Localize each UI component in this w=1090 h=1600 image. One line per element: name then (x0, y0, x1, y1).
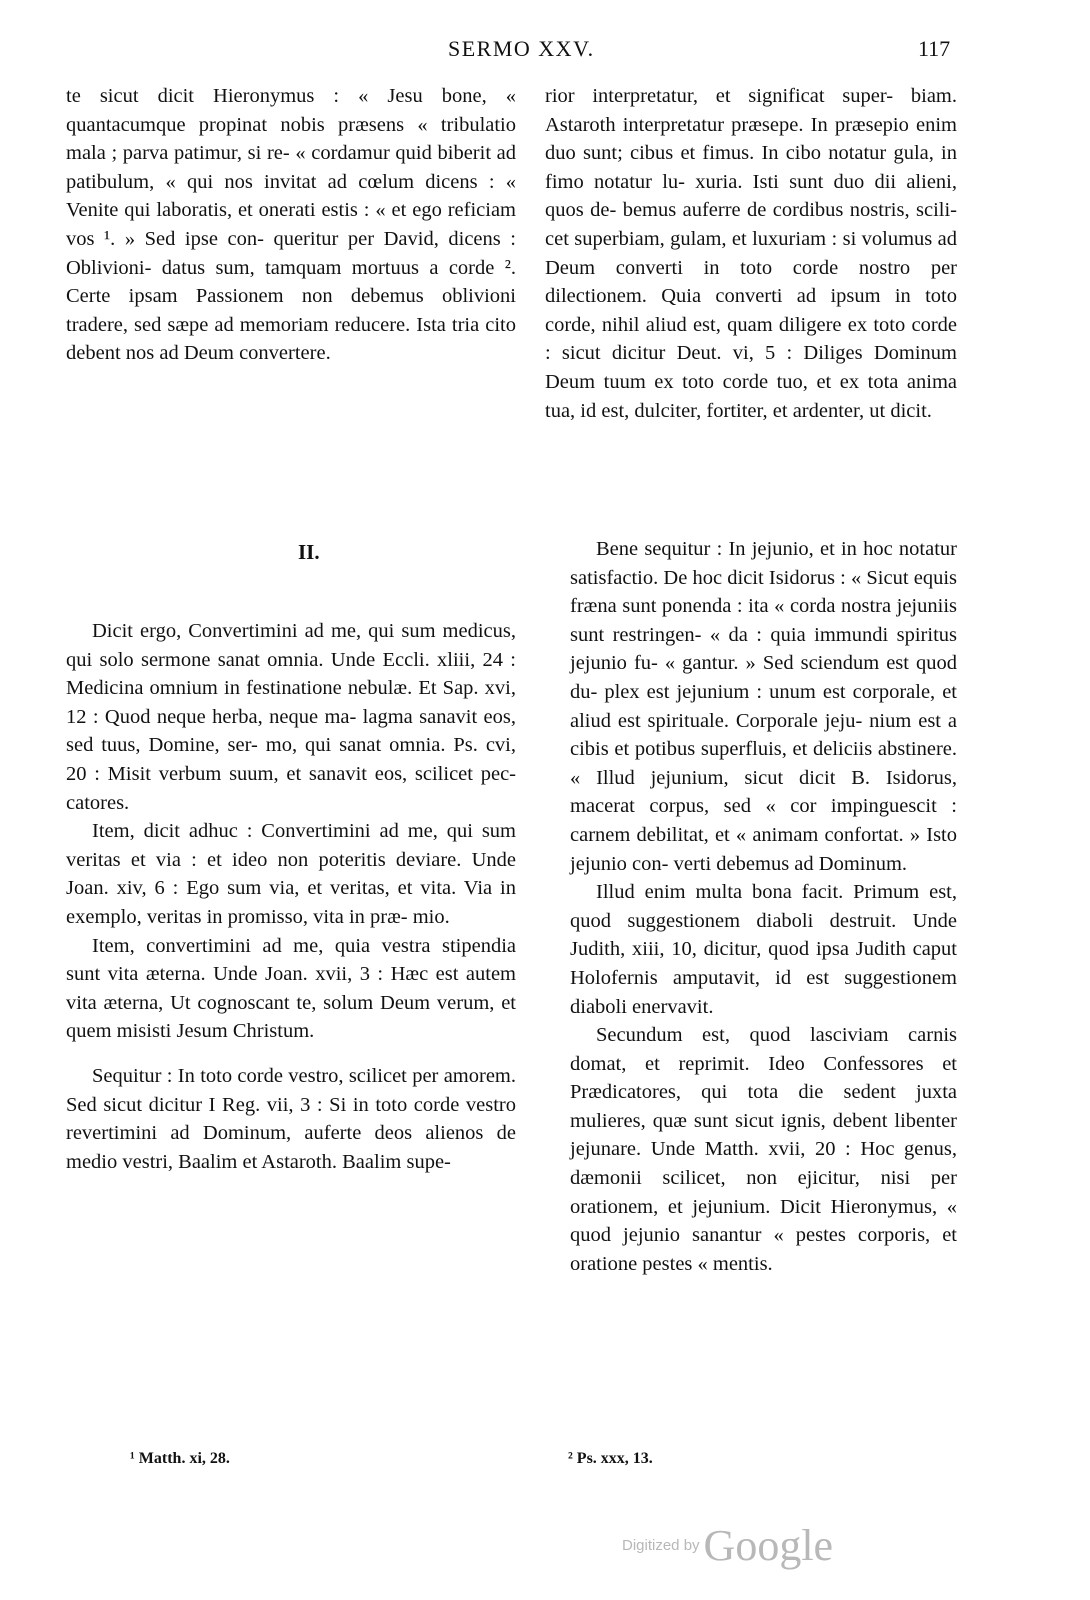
footnote-2: ² Ps. xxx, 13. (568, 1450, 653, 1467)
paragraph-primum: Illud enim multa bona facit. Primum est, quod suggestionem diaboli destruit. Unde Judith, xiii, 10, dicitur, quod ipsa Judith caput Holofernis amputavit, id est suggestionem diaboli enervavit. (570, 881, 957, 1018)
paragraph-medicus: Dicit ergo, Convertimini ad me, qui sum medicus, qui solo sermone sanat omnia. Unde Eccli. xliii, 24 : Medicina omnium in festinatione nebulæ. Et Sap. xvi, 12 : Quod neque herba, neque ma- lagma sanavit eos, sed tuus, Domine, ser- mo, qui sanat omnia. Ps. cvi, 20 : Misit verbum suum, et sanavit eos, scilicet pec- catores. (66, 620, 516, 814)
google-logo: Google (703, 1521, 834, 1570)
paragraph-gap (66, 1046, 516, 1062)
paragraph-astaroth: rior interpretatur, et significat super- biam. Astaroth interpretatur præsepe. In præsepio enim duo sunt; cibus et fimus. In cibo notatur gula, in fimo notatur lu- xuria. Isti sunt duo dii alieni, quos de- bemus auferre de cordibus nostris, scili- cet superbiam, gulam, et luxuriam : si volumus ad Deum converti in toto corde nostro per dilectionem. Quia converti ad ipsum in toto corde, nihil aliud est, quam diligere ex toto corde : sicut dicitur Deut. vi, 5 : Diliges Dominum Deum tuum ex toto corde tuo, et ex tota anima tua, id est, dulciter, fortiter, et ardenter, ut dicit. (545, 85, 957, 422)
left-column-bottom (66, 617, 516, 1176)
paragraph-toto-corde: Sequitur : In toto corde vestro, scilicet per amorem. Sed sicut dicitur I Reg. vii, 3 : Si in toto corde vestro revertimini ad Dominum, auferte deos alienos de medio vestri, Baalim et Astaroth. Baalim supe- (66, 1064, 516, 1173)
paragraph-stipendia: Item, convertimini ad me, quia vestra stipendia sunt vita æterna. Unde Joan. xvii, 3 : Hæc est autem vita æterna, Ut cognoscant te, solum Deum verum, et quem misisti Jesum Christum. (66, 934, 516, 1043)
watermark-prefix: Digitized by (622, 1537, 700, 1554)
page-header (0, 36, 1090, 66)
footnote-1: ¹ Matth. xi, 28. (130, 1450, 230, 1467)
paragraph-jejunio: Bene sequitur : In jejunio, et in hoc notatur satisfactio. De hoc dicit Isidorus : « Sicut equis fræna sunt ponenda : ita « corda nostra jejuniis sunt restringen- « da : quia immundi spiritus jejunio fu- « gantur. » Sed sciendum est quod du- plex est jejunium : unum est corporale, et aliud est spirituale. Corporale jeju- nium est a cibis et potibus superfluis, et deliciis abstinere. « Illud jejunium, sicut dicit B. Isidorus, macerat corpus, sed « cor impinguescit : carnem debilitat, et « animam confortat. » Isto jejunio con- verti debemus ad Dominum. (570, 538, 957, 875)
section-heading: II. (298, 540, 320, 564)
paragraph-secundum: Secundum est, quod lasciviam carnis domat, et reprimit. Ideo Confessores et Prædicatores, qui tota die sedent juxta mulieres, quæ sunt sicut ignis, debent libenter jejunare. Unde Matth. xvii, 20 : Hoc genus, dæmonii scilicet, non ejicitur, nisi per orationem, et jejunium. Dicit Hieronymus, « quod jejunio sanantur « pestes corporis, et oratione pestes « mentis. (570, 1024, 957, 1275)
paragraph-hieronymus: te sicut dicit Hieronymus : « Jesu bone, « quantacumque propinat nobis præsens « tribulatio mala ; parva patimur, si re- « cordamur quid biberit ad patibulum, « qui nos invitat ad cœlum dicens : « Venite qui laboratis, et onerati estis : « et ego reficiam vos ¹. » Sed ipse con- queritur per David, dicens : Oblivioni- datus sum, tamquam mortuus a corde ². Certe ipsam Passionem non debemus oblivioni tradere, sed sæpe ad memoriam reducere. Ista tria cito debent nos ad Deum convertere. (66, 85, 516, 365)
running-title: SERMO XXV. (448, 36, 595, 61)
right-column-top (545, 82, 957, 425)
page-number: 117 (918, 36, 951, 61)
right-column-bottom (570, 535, 957, 1278)
left-column-top (66, 82, 516, 368)
google-watermark (622, 1520, 833, 1571)
paragraph-veritas: Item, dicit adhuc : Convertimini ad me, qui sum veritas et via : et ideo non poteritis deviare. Unde Joan. xiv, 6 : Ego sum via, et veritas, et vita. Via in exemplo, veritas in promisso, vita in præ- mio. (66, 820, 516, 928)
